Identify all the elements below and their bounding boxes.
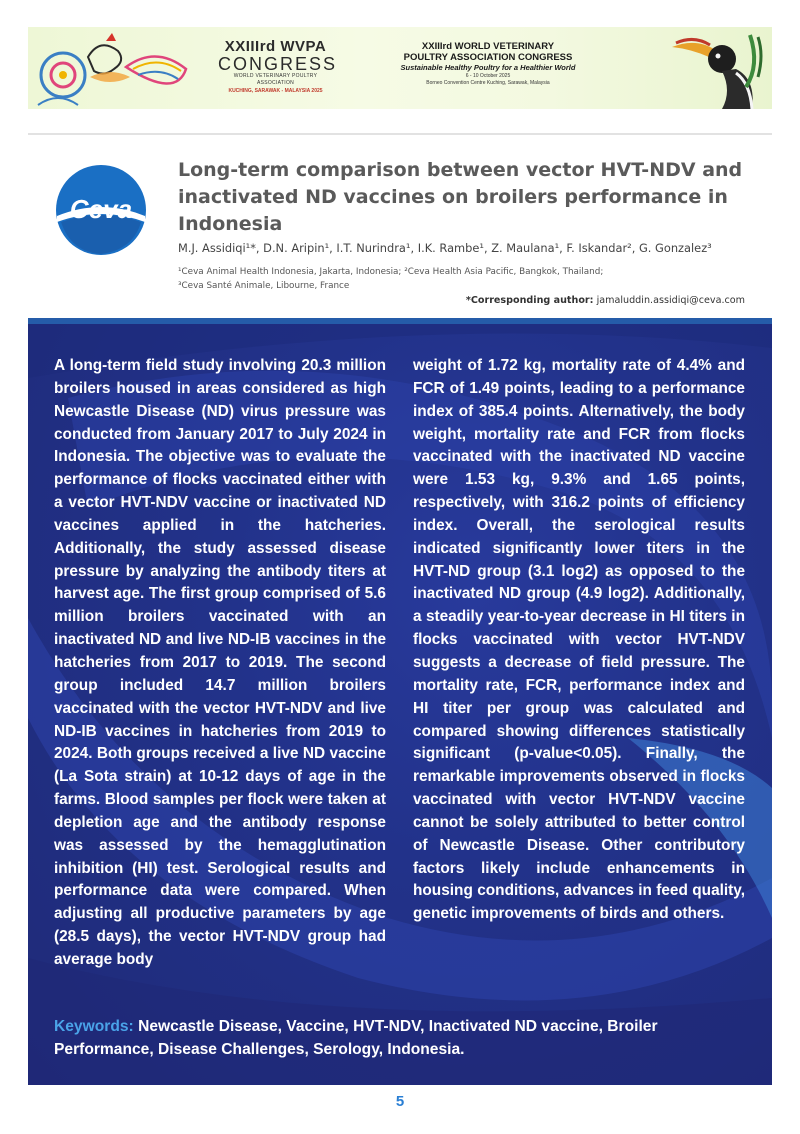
- wvpa-logo-congress: CONGRESS: [218, 54, 338, 74]
- paper-title: Long-term comparison between vector HVT-NDV and inactivated ND vaccines on broilers performance in Indonesia: [178, 159, 743, 235]
- corresponding-author: [466, 295, 745, 306]
- corresponding-author-label: *Corresponding author:: [465, 295, 594, 306]
- keywords-text: Newcastle Disease, Vaccine, HVT-NDV, Inactivated ND vaccine, Broiler Performance, Disease Challenges, Serology, Indonesia.: [54, 1018, 658, 1058]
- page-number: 5: [395, 1093, 405, 1110]
- wvpa-logo: [218, 38, 338, 101]
- wvpa-logo-title: XXIIIrd WVPA: [224, 38, 327, 55]
- title-section: [28, 133, 772, 320]
- keywords-label: Keywords:: [54, 1018, 134, 1035]
- affiliation-line-2: ³Ceva Santé Animale, Libourne, France: [178, 281, 350, 291]
- congress-info: [358, 41, 618, 87]
- corresponding-author-email: jamaluddin.assidiqi@ceva.com: [596, 295, 745, 306]
- ceva-logo: [55, 164, 147, 256]
- keywords: [54, 1015, 748, 1061]
- wvpa-logo-place: KUCHING, SARAWAK - MALAYSIA 2025: [228, 88, 323, 94]
- hornbill-illustration: [662, 27, 772, 109]
- congress-dates: 6 - 10 October 2025: [465, 73, 511, 79]
- wvpa-logo-association: WORLD VETERINARY POULTRY ASSOCIATION: [233, 73, 318, 86]
- author-list: M.J. Assidiqi¹*, D.N. Aripin¹, I.T. Nurindra¹, I.K. Rambe¹, Z. Maulana¹, F. Iskandar², G. Gonzalez³: [178, 241, 712, 255]
- affiliation-line-1: ¹Ceva Animal Health Indonesia, Jakarta, Indonesia; ²Ceva Health Asia Pacific, Bangkok, Thailand;: [178, 267, 604, 277]
- congress-venue: Borneo Convention Centre Kuching, Sarawak, Malaysia: [426, 80, 550, 86]
- abstract-column-2: weight of 1.72 kg, mortality rate of 4.4% and FCR of 1.49 points, leading to a performance index of 385.4 points. Alternatively, the body weight, mortality rate and FCR from flocks vaccinated with the inactivated ND vaccine were 1.53 kg, 9.3% and 1.65 points, respectively, with 316.2 points of efficiency index. Overall, the serological results indicated significantly lower titers in the HVT-ND group (3.1 log2) as opposed to the inactivated ND group (4.9 log2). Additionally, a steadily year-to-year decrease in HI titers in flocks vaccinated with vector HVT-NDV suggests a decrease of field pressure. The mortality rate, FCR, performance index and HI titer per group was calculated and compared showing differences statistically significant (p-value<0.05). Finally, the remarkable improvements observed in flocks vaccinated with vector HVT-NDV vaccine cannot be solely attributed to better control of Newcastle Disease. Other contributory factors likely include enhancements in housing conditions, advances in feed quality, genetic improvements of birds and others.: [413, 357, 745, 923]
- rooster-illustration: [28, 27, 208, 109]
- congress-name-line2: POULTRY ASSOCIATION CONGRESS: [403, 52, 573, 63]
- congress-name-line1: XXIIIrd WORLD VETERINARY: [421, 41, 555, 52]
- abstract-column-1: A long-term field study involving 20.3 million broilers housed in areas considered as high Newcastle Disease (ND) virus pressure was conducted from January 2017 to July 2024 in Indonesia. The objective was to evaluate the performance of flocks vaccinated either with a vector HVT-NDV vaccine or inactivated ND vaccines applied in the hatcheries. Additionally, the study assessed disease pressure by analyzing the antibody titers at harvest age. The first group comprised of 5.6 million broilers vaccinated with an inactivated ND and live ND-IB vaccines in the hatcheries from 2017 to 2019. The second group included 14.7 million broilers vaccinated with the vector HVT-NDV and live ND-IB vaccines in hatcheries from 2019 to 2024. Both groups received a live ND vaccine (La Sota strain) at 10-12 days of age in the farms. Blood samples per flock were taken at depletion age and the antibody response was assessed by the hemagglutination inhibition (HI) test. Serological results and performance data were compared. When adjusting all productive parameters by age (28.5 days), the vector HVT-NDV group had average body: [54, 357, 386, 968]
- congress-tagline: Sustainable Healthy Poultry for a Healthier World: [400, 63, 576, 72]
- congress-banner: [28, 27, 772, 109]
- ceva-logo-text: Ceva: [69, 194, 133, 224]
- abstract-panel: [28, 318, 772, 1085]
